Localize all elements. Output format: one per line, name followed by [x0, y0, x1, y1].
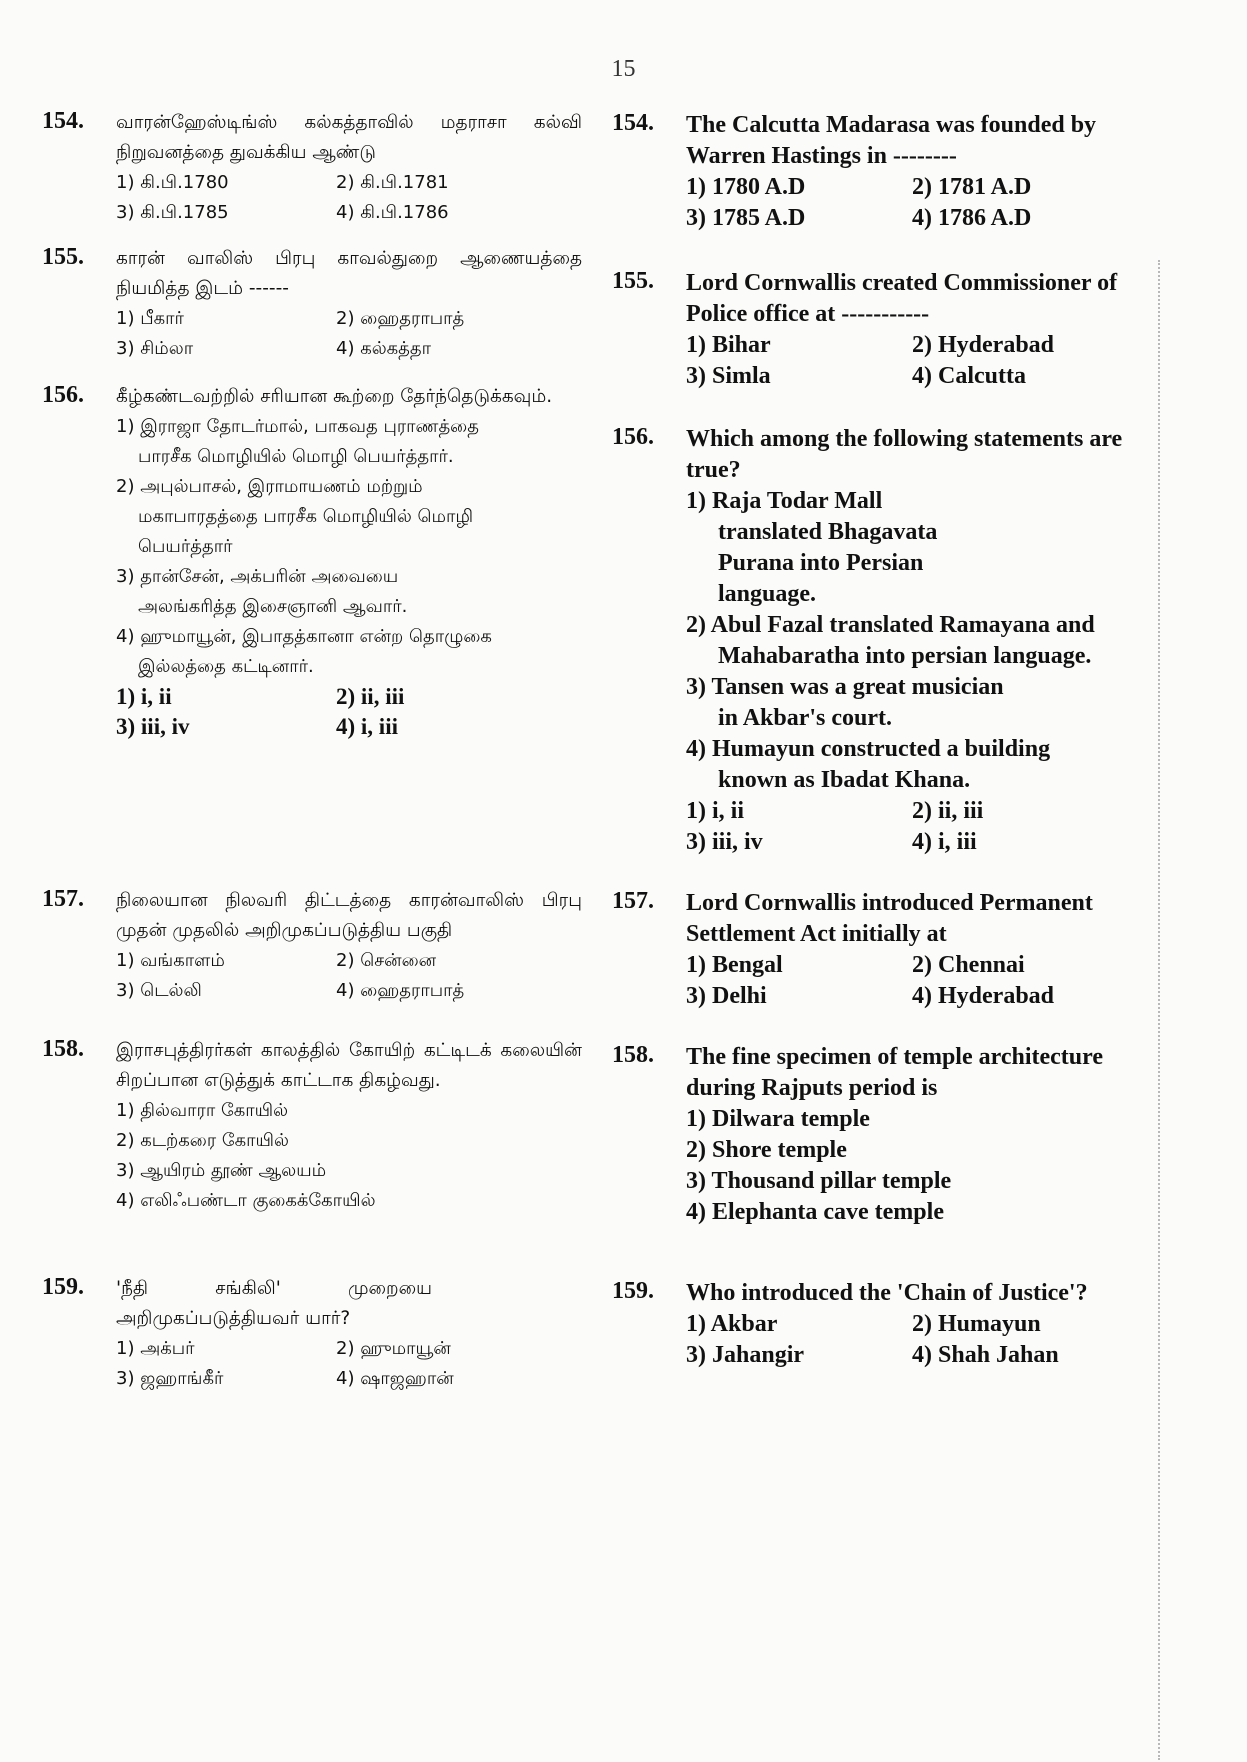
question-155-tamil	[42, 244, 582, 364]
question-156-tamil	[42, 382, 582, 742]
question-text: The Calcutta Madarasa was founded by Warren Hastings in --------	[686, 112, 1097, 169]
statement-4: 4) Humayun constructed a building known as Ibadat Khana.	[686, 736, 1051, 793]
question-text: இராசபுத்திரர்கள் காலத்தில் கோயிற் கட்டிடக் கலையின் சிறப்பான எடுத்துக் காட்டாக திகழ்வது.	[116, 1040, 582, 1091]
option-4: 4) 1786 A.D	[912, 205, 1032, 231]
option-2: 2) Humayun	[912, 1311, 1041, 1337]
option-1: 1) i, ii	[116, 684, 172, 709]
question-text: Lord Cornwallis introduced Permanent Settlement Act initially at	[686, 890, 1093, 947]
question-number: 156.	[42, 382, 84, 408]
page-number: 15	[611, 56, 636, 82]
option-4: 4) கி.பி.1786	[336, 202, 449, 223]
option-4: 4) Elephanta cave temple	[686, 1199, 944, 1225]
question-156-english	[612, 424, 1172, 858]
option-1: 1) அக்பர்	[116, 1338, 195, 1359]
question-number: 156.	[612, 424, 654, 450]
option-3: 3) Simla	[686, 363, 771, 389]
question-text: 'நீதி சங்கிலி' முறையை அறிமுகப்படுத்தியவர் யார்?	[116, 1278, 432, 1329]
option-4: 4) ஹைதராபாத்	[336, 980, 465, 1001]
option-4: 4) Hyderabad	[912, 983, 1055, 1009]
option-1: 1) தில்வாரா கோயில்	[116, 1100, 289, 1121]
question-text: காரன் வாலிஸ் பிரபு காவல்துறை ஆணையத்தை நியமித்த இடம் ------	[116, 248, 582, 299]
option-4: 4) Calcutta	[912, 363, 1026, 389]
option-4: 4) ஷாஜஹான்	[336, 1368, 454, 1389]
question-text: நிலையான நிலவரி திட்டத்தை காரன்வாலிஸ் பிரபு முதன் முதலில் அறிமுகப்படுத்திய பகுதி	[116, 890, 582, 941]
option-4: 4) i, iii	[336, 714, 398, 739]
question-text: வாரன்ஹேஸ்டிங்ஸ் கல்கத்தாவில் மதராசா கல்வி நிறுவனத்தை துவக்கிய ஆண்டு	[116, 112, 582, 163]
question-154-english	[612, 110, 1172, 234]
option-1: 1) கி.பி.1780	[116, 172, 229, 193]
question-text: கீழ்கண்டவற்றில் சரியான கூற்றை தேர்ந்தெடுக்கவும்.	[116, 386, 553, 407]
question-number: 159.	[42, 1274, 84, 1300]
question-number: 158.	[42, 1036, 84, 1062]
option-2: 2) ii, iii	[336, 684, 405, 709]
option-4: 4) i, iii	[912, 829, 977, 855]
option-2: 2) 1781 A.D	[912, 174, 1032, 200]
option-3: 3) சிம்லா	[116, 338, 194, 359]
option-1: 1) 1780 A.D	[686, 174, 806, 200]
option-3: 3) Delhi	[686, 983, 767, 1009]
option-3: 3) டெல்லி	[116, 980, 202, 1001]
statement-3: 3) Tansen was a great musician in Akbar's court.	[686, 674, 1004, 731]
option-4: 4) Shah Jahan	[912, 1342, 1059, 1368]
option-2: 2) ii, iii	[912, 798, 984, 824]
question-number: 158.	[612, 1042, 654, 1068]
statement-1: 1) Raja Todar Mall translated Bhagavata Purana into Persian language.	[686, 488, 938, 607]
option-2: 2) Chennai	[912, 952, 1025, 978]
option-1: 1) i, ii	[686, 798, 744, 824]
question-number: 154.	[42, 108, 84, 134]
question-number: 155.	[42, 244, 84, 270]
question-number: 159.	[612, 1278, 654, 1304]
option-3: 3) கி.பி.1785	[116, 202, 229, 223]
option-3: 3) iii, iv	[686, 829, 763, 855]
option-2: 2) கடற்கரை கோயில்	[116, 1130, 289, 1151]
statement-3: 3) தான்சேன், அக்பரின் அவையை அலங்கரித்த இசைஞானி ஆவார்.	[116, 566, 408, 617]
option-2: 2) சென்னை	[336, 950, 437, 971]
option-3: 3) 1785 A.D	[686, 205, 806, 231]
option-2: 2) Shore temple	[686, 1137, 847, 1163]
option-1: 1) Bihar	[686, 332, 771, 358]
question-number: 157.	[42, 886, 84, 912]
option-1: 1) Bengal	[686, 952, 783, 978]
option-3: 3) iii, iv	[116, 714, 190, 739]
option-3: 3) Jahangir	[686, 1342, 805, 1368]
question-159-tamil	[42, 1274, 582, 1394]
question-157-tamil	[42, 886, 582, 1006]
statement-4: 4) ஹுமாயூன், இபாதத்கானா என்ற தொழுகை இல்லத்தை கட்டினார்.	[116, 626, 492, 677]
question-number: 154.	[612, 110, 654, 136]
statement-1: 1) இராஜா தோடர்மால், பாகவத புராணத்தை பாரசீக மொழியில் மொழி பெயர்த்தார்.	[116, 416, 479, 467]
option-1: 1) Dilwara temple	[686, 1106, 870, 1132]
option-1: 1) பீகார்	[116, 308, 184, 329]
question-157-english	[612, 888, 1172, 1012]
question-text: The fine specimen of temple architecture during Rajputs period is	[686, 1044, 1104, 1101]
option-4: 4) கல்கத்தா	[336, 338, 432, 359]
option-2: 2) கி.பி.1781	[336, 172, 449, 193]
option-2: 2) ஹைதராபாத்	[336, 308, 465, 329]
option-2: 2) Hyderabad	[912, 332, 1055, 358]
option-1: 1) Akbar	[686, 1311, 778, 1337]
question-154-tamil	[42, 108, 582, 228]
option-3: 3) Thousand pillar temple	[686, 1168, 952, 1194]
question-155-english	[612, 268, 1172, 392]
option-2: 2) ஹுமாயூன்	[336, 1338, 451, 1359]
scan-edge-dots	[1158, 260, 1160, 1760]
question-text: Lord Cornwallis created Commissioner of Police office at -----------	[686, 270, 1118, 327]
question-number: 157.	[612, 888, 654, 914]
question-number: 155.	[612, 268, 654, 294]
question-text: Which among the following statements are true?	[686, 426, 1123, 483]
statement-2: 2) அபுல்பாசல், இராமாயணம் மற்றும் மகாபாரதத்தை பாரசீக மொழியில் மொழி பெயர்த்தார்	[116, 476, 474, 557]
question-159-english	[612, 1278, 1172, 1371]
option-4: 4) எலிஃபண்டா குகைக்கோயில்	[116, 1190, 376, 1211]
option-3: 3) ஜஹாங்கீர்	[116, 1368, 224, 1389]
question-text: Who introduced the 'Chain of Justice'?	[686, 1280, 1088, 1306]
option-1: 1) வங்காளம்	[116, 950, 225, 971]
statement-2: 2) Abul Fazal translated Ramayana and Mahabaratha into persian language.	[686, 612, 1095, 669]
question-158-tamil	[42, 1036, 582, 1216]
question-158-english	[612, 1042, 1172, 1228]
option-3: 3) ஆயிரம் தூண் ஆலயம்	[116, 1160, 327, 1181]
